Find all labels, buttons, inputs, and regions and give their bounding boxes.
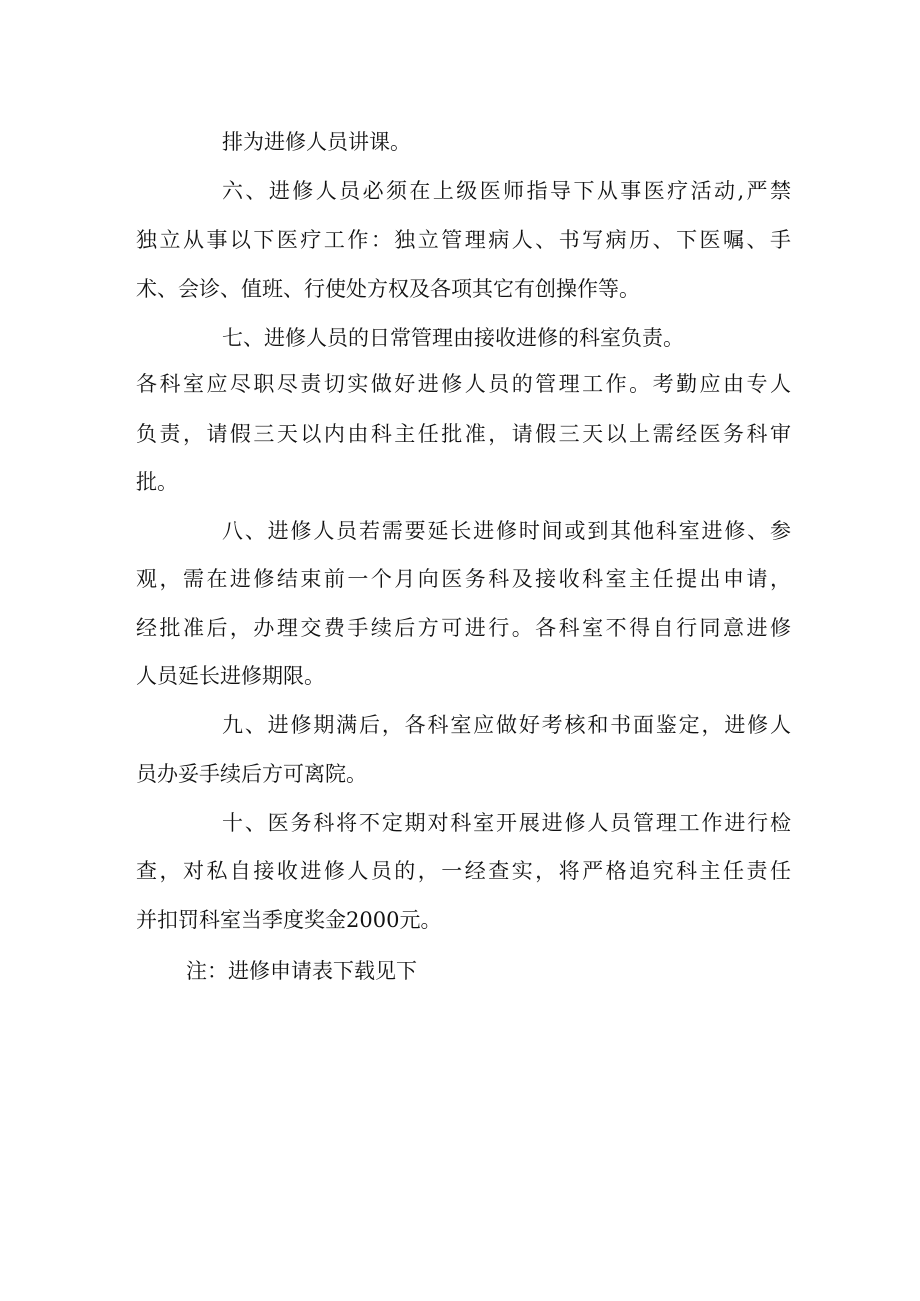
paragraph-line: 员办妥手续后方可离院。 xyxy=(136,762,367,786)
paragraph-line: 排为进修人员讲课。 xyxy=(222,130,411,154)
paragraph-line: 六、进修人员必须在上级医师指导下从事医疗活动,严禁 xyxy=(222,179,791,203)
paragraph-line: 经批准后，办理交费手续后方可进行。各科室不得自行同意进修 xyxy=(136,616,791,640)
paragraph-line: 各科室应尽职尽责切实做好进修人员的管理工作。考勤应由专人 xyxy=(136,372,791,396)
paragraph-line: 观，需在进修结束前一个月向医务科及接收科室主任提出申请， xyxy=(136,567,791,591)
download-note: 注：进修申请表下载见下 xyxy=(186,959,417,983)
paragraph-line: 八、进修人员若需要延长进修时间或到其他科室进修、参 xyxy=(222,519,791,543)
paragraph-line: 独立从事以下医疗工作：独立管理病人、书写病历、下医嘱、手 xyxy=(136,228,791,252)
paragraph-line: 术、会诊、值班、行使处方权及各项其它有创操作等。 xyxy=(136,277,640,301)
paragraph-line: 七、进修人员的日常管理由接收进修的科室负责。 xyxy=(222,326,684,350)
paragraph-line: 十、医务科将不定期对科室开展进修人员管理工作进行检 xyxy=(222,811,791,835)
paragraph-line: 批。 xyxy=(136,470,178,494)
paragraph-line: 人员延长进修期限。 xyxy=(136,664,325,688)
paragraph-line: 九、进修期满后，各科室应做好考核和书面鉴定，进修人 xyxy=(222,713,791,737)
paragraph-line: 负责，请假三天以内由科主任批准，请假三天以上需经医务科审 xyxy=(136,422,791,446)
paragraph-line: 并扣罚科室当季度奖金2000元。 xyxy=(136,908,442,932)
paragraph-line: 查，对私自接收进修人员的，一经查实，将严格追究科主任责任 xyxy=(136,859,791,883)
